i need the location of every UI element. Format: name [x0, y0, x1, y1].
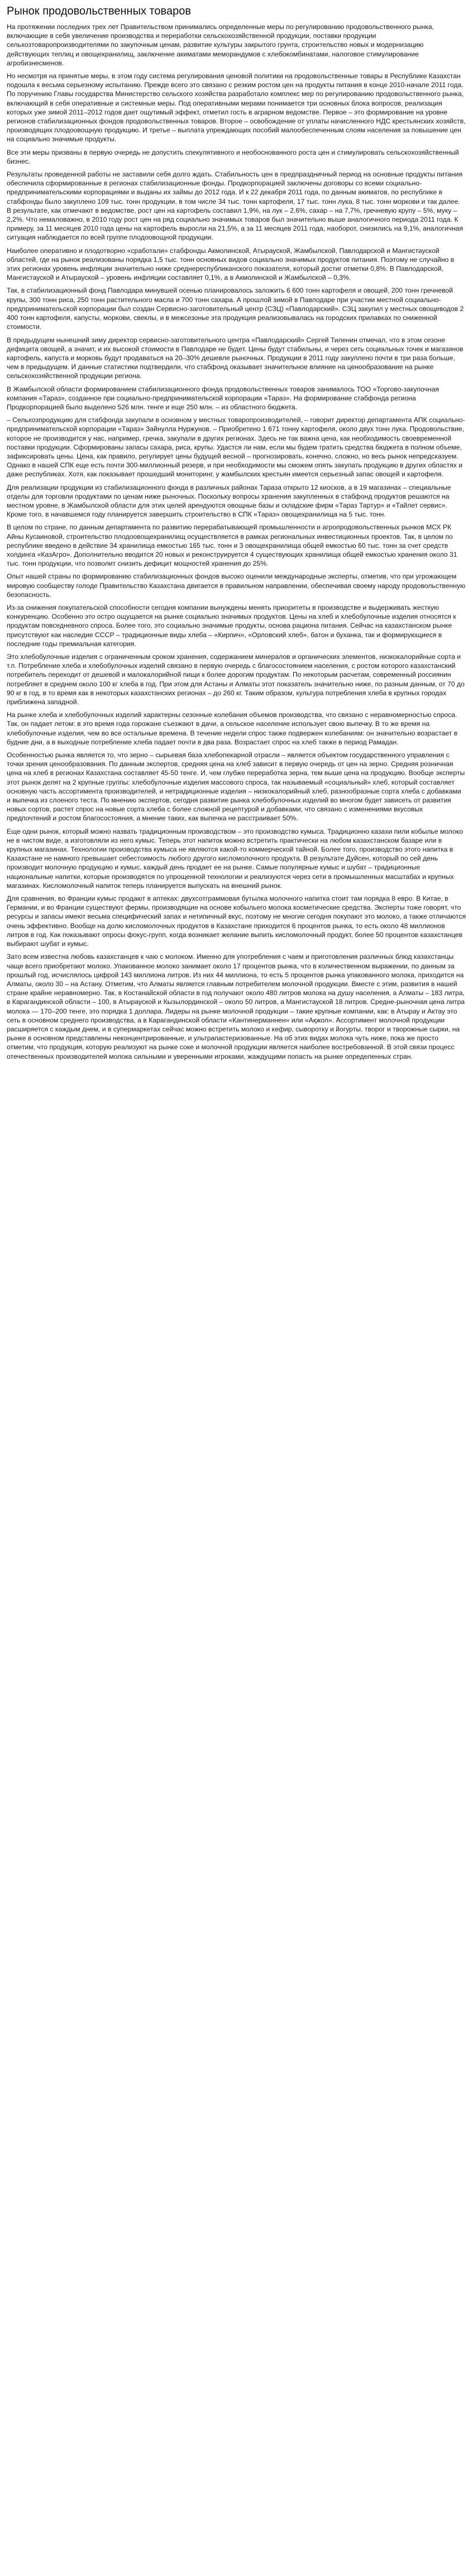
article-paragraph: Результаты проведенной работы не заставили себя долго ждать. Стабильность цен в предпраздничный период на основные продукты питания обеспечила сформированные в регионах стабилизационные фонды. Продкорпорацией заключены договоры со всеми социально-предпринимательскими корпорациями и выданы их займы до 2012 года. И к 22 декабря 2011 года, по данным акиматов, по республике в стабфонды было закуплено 109 тыс. тонн продукции, в том числе 34 тыс. тонн картофеля, 17 тыс. тонн лука, 8 тыс. тонн моркови и так далее. В результате, как отмечают в ведомстве, рост цен на картофель составил 1,9%, на лук – 2,6%, сахар – на 7,7%, гречневую крупу – 5%, муку – 2,2%. Что немаловажно, в 2010 году рост цен на ряд социально значимых товаров был значительно выше аналогичного периода 2011 года. К примеру, за 11 месяцев 2010 года цены на картофель выросли на 21,5%, а за 11 месяцев 2011 года, наоборот, снизились на 9,1%, аналогичная ситуация наблюдается по всей группе плодоовощной продукции.	[7, 170, 464, 242]
article-paragraph: Из-за снижения покупательской способности сегодня компании вынуждены менять приоритеты в производстве и выдерживать жесткую конкуренцию. Особенно это остро ощущается на рынке социально значимых продуктов. Цены на хлеб и хлебобулочные изделия относятся к продуктам повседневного спроса. Более того, это социально значимые продукты, основа рациона питания. Сейчас на казахстанском рынке присутствуют как наследие СССР – традиционные виды хлеба – «Кирпич», «Орловский хлеб», батон и буханка, так и формирующиеся в последние годы премиальная категория.	[7, 603, 456, 648]
article-paragraph: Еще одни рынок, который можно назвать традиционным производством – это производство кумыса. Традиционно казахи пили кобылье молоко не в чистом виде, а изготовляли из него кумыс. Теперь этот напиток можно встретить практически на любом казахстанском базаре или в крупных магазинах. Технологии производства кумыса не являются какой-то коммерческой тайной. Более того, производство этого напитка в Казахстане не намного превышает себестоимость любого другого кисломолочного продукта. В результате Дуйсен, который по сей день производит молочную продукцию и кумыс, каждый день продает ее на рынке. Самые популярные кумыс и шубат – традиционные национальные напитки, которые производятся по упрощенной технологии и реализуются через сети в промышленных масштабах и крупных магазинах. Кисломолочный напиток теперь планируется выпускать на внешний рынок.	[7, 827, 464, 890]
article-paragraph: Все эти меры призваны в первую очередь не допустить спекулятивного и необоснованного роста цен и стимулировать сельскохозяйственный бизнес.	[7, 148, 459, 165]
article-paragraph: Для сравнения, во Франции кумыс продают в аптеках: двухсотграммовая бутылка молочного напитка стоит там порядка 8 евро. В Китае, в Германии, и во Франции существуют фермы, производящие на основе кобыльего молока косметические средства. Эксперты тоже говорят, что ресурсы и запасы имеют весьма специфический запах и нетипичный вкус, поэтому не многие сегодня покупают это молоко, а также отличаются очень эффективно. Вообще на долю кисломолочных продуктов в Казахстане приходится 6 процентов рынка, то есть около 48 миллионов литров в год. Как показывают опросы фокус-групп, когда возникает желание выпить кисломолочный продукт, более 50 процентов казахстанцев выбирают шубат и кумыс.	[7, 895, 466, 948]
article-paragraph: Для реализации продукции из стабилизационного фонда в различных районах Тараза открыто 12 киосков, а в 19 магазинах – специальные отделы для торговли продуктами по ценам ниже рыночных. Поскольку вопросы хранения закупленных в стабфонд продуктов решаются на местном уровне, в Жамбылской области для этих целей арендуются овощные базы и складские фирм «Тараз Тартур» и «Тайлет сервис». Кроме того, в начавшемся году планируется завершить строительство в СПК «Тараз» овощехранилища на 5 тыс. тонн.	[7, 483, 451, 519]
article-paragraph: – Сельхозпродукцию для стабфонда закупали в основном у местных товаропроизводителей, – говорит директор департамента АПК социально-предпринимательской корпорации «Тараз» Зайнулла Нуржунов. – Приобретено 1 671 тонну картофеля, около двух тонн лука. Продовольствие, которое не производится у нас, например, гречка, закупали в других регионах. Здесь не так важна цена, как необходимость своевременной поставки продукции. Сформированы запасы сахара, риса, крупы. Удастся ли нам, если мы будем тратить средства бюджета в полном объеме, зафиксировать цены. Цена, как правило, регулирует цены будущей весной – прогнозировать, конечно, сложно, но весь рынок непредсказуем. Однако в нашей СПК еще есть почти 300-миллионный резерв, и при необходимости мы сможем опять закупать продукцию в других областях и даже республиках. Хотя, как показывает прошедший мониторинг, у жамбылских крестьян имеется серьезный запас овощей и картофеля.	[7, 416, 465, 479]
article-paragraph: На рынке хлеба и хлебобулочных изделий характерны сезонные колебания объемов производства, что связано с неравномерностью спроса. Так, он падает летом: в это время года горожане съезжают в дачи, а сельское население использует свою выпечку. В то же время на хлебобулочные изделия, чем во все остальные времена. В течение недели спрос также подвержен колебаниям: он значительно возрастает в будние дни, а в выходные потребление хлеба падает почти в два раза. Возрастает спрос на хлеб также в период Рамадан.	[7, 711, 458, 746]
article-paragraph: Так, в стабилизационный фонд Павлодара минувшей осенью планировалось заложить 6 600 тонн картофеля и овощей, 200 тонн гречневой крупы, 300 тонн риса, 250 тонн растительного масла и 700 тонн сахара. А прошлой зимой в Павлодаре при участии местной социально-предпринимательской корпорации был создан Сервисно-заготовительный центр (СЗЦ) «Павлодарский». СЗЦ закупил у местных овощеводов 2 400 тонн картофеля, капусты, моркови, свеклы, и в межсезонье эта продукция реализовывалась на городских прилавках по сниженной стоимости.	[7, 286, 464, 331]
article-paragraph: Но несмотря на принятые меры, в этом году система регулирования ценовой политики на продовольственные товары в Республике Казахстан подошла к весьма серьезному испытанию. Прежде всего это связано с резким ростом цен на продукты питания в конце 2010-начале 2011 года. По поручению Главы государства Министерство сельского хозяйства разработало комплекс мер по регулированию продовольственного рынка, включающий в себя оперативные и системные меры. Под оперативными мерами понимается три основных блока вопросов, реализация которых уже зимой 2011–2012 годов дает ощутимый эффект, отметил гость в аграрном ведомстве. Первое – это формирование на уровне регионов стабилизационных фондов продовольственных товаров. Второе – освобождение от уплаты начисленного НДС крестьянских хозяйств, производящих плодоовощную продукцию. И третье – выплата упреждающих пособий малообеспеченным слоям населения за повышение цен на социально значимые продукты.	[7, 72, 466, 144]
article-paragraph: В Жамбылской области формированием стабилизационного фонда продовольственных товаров занималось ТОО «Торгово-закупочная компания «Тараз», созданное при социально-предпринимательской корпорации «Тараз». На формирование стабфонда региона Продкорпорацией было выделено 526 млн. тенге и еще 250 млн. – из областного бюджета.	[7, 385, 439, 411]
article-page	[0, 0, 473, 1061]
article-body	[7, 22, 466, 1061]
article-paragraph: В целом по стране, по данным департамента по развитию перерабатывающей промышленности и агропродовольственных рынков МСХ РК Айны Кусаиновой, строительство плодоовощехранилищ осуществляется в рамках региональных инвестиционных проектов. Так, в целом по республике введено в действие 34 хранилища емкостью 165 тыс. тонн и 3 овощехранилища общей емкостью 60 тыс. тонн за счет средств холдинга «КазАгро». Дополнительно вводится 20 новых и реконструируется 4 существующих хранилища общей емкостью хранения около 31 тыс. тонн продукции, что позволит снизить дефицит мощностей хранения до 25%.	[7, 523, 457, 568]
article-paragraph: Опыт нашей страны по формированию стабилизационных фондов высоко оценили международные эксперты, отметив, что при угрожающем мировую сообществу голоде Правительство Казахстана двигается в правильном направлении, обеспечивая своему народу продовольственную безопасность.	[7, 572, 466, 599]
article-paragraph: На протяжении последних трех лет Правительством принимались определенные меры по регулированию продовольственного рынка, включающие в себя увеличение производства и переработки сельскохозяйственной продукции, поставки продукции сельхозтоваропроизводителями по закупочным ценам, развитие культуры закрытого грунта, строительство новых и модернизацию действующих теплиц и овощехранилищ, заключение акиматами меморандумов с хлебокомбинатами, налоговое стимулирование агробизнесменов.	[7, 23, 434, 67]
article-paragraph: Это хлебобулочные изделия с ограниченным сроком хранения, содержанием минералов и органических элементов, низкокалорийные сорта и т.п. Потребление хлеба и хлебобулочных изделий связано в первую очередь с благосостоянием населения, с ростом которого казахстанский потребитель переходит от дешевой и малокалорийной пищи к более дорогим продуктам. По некоторым расчетам, современный россиянин потребляет в среднем около 100 кг хлеба в год. При этом для Астаны и Алматы этот показатель значительно ниже, по разным данным, от 70 до 90 кг в год, в то время как в некоторых казахстанских регионах – до 260 кг. Таким образом, культура потребления хлеба в крупных городах приближена западной.	[7, 653, 465, 706]
article-paragraph: Наиболее оперативно и плодотворно «сработали» стабфонды Акмолинской, Атырауской, Жамбылской, Павлодарской и Мангистауской областей, где на рынок реализованы порядка 1,5 тыс. тонн основных видов социально значимых продуктов питания. Поэтому не случайно в этих регионах уровень инфляции значительно ниже среднереспубликанского показателя, который достиг отметки 0,8%. В Павлодарской, Мангистауской и Атырауской – уровень инфляции составляет 0,1%, а в Акмолинской и Жамбылской – 0,3%.	[7, 246, 455, 282]
article-title: Рынок продовольственных товаров	[7, 5, 191, 17]
article-paragraph: В предыдущем нынешний зиму директор сервисно-заготовительного центра «Павлодарский» Сергей Тиленин отмечал, что в этом сезоне дефицита овощей, а значит, и их высокой стоимости в Павлодаре не будет. Цены будут стабильны, и через сеть социальных точек и магазинов картофель, капуста и морковь будут продаваться на 20–30% дешевле рыночных. Продукции в 2011 году закуплено почти в три раза больше, чем в предыдущем. И данные статистики подтвердили, что стабфонд оказывает значительное влияние на ценообразование на рынке сельскохозяйственной продукции региона.	[7, 336, 464, 380]
article-paragraph: Зато всем известна любовь казахстанцев к чаю с молоком. Именно для употребления с чаем и приготовления различных блюд казахстанцы чаще всего приобретают молоко. Упакованное молоко занимает около 17 процентов рынка, что в количественном выражении, по данным за прошлый год, исчислялось цифрой 143 миллиона литров. Из них 44 миллиона, то есть 5 процентов рынка упакованного молока, приходится на Алматы, около 30 – на Астану. Отметим, что Алматы является главным потребителем молочной продукции. Вместе с этим, развития в нашей стране крайне неравномерно. Так, в Костанайской области в год получают около 480 литров молока на душу населения, а Алматы – 183 литра, в Карагандинской области – 100, в Атырауской и Кызылординской – около 50 литров, а Мангистауской 18 литров. Средне-рыночная цена литра молока — 170–200 тенге, это порядка 1 доллара. Лидеры на рынке молочной продукции – такие крупные компании, как: в Атырау и Актау это сеть в основном среднего производства, а в Карагандинской области «Кантинерманнен» или «Ақжол». Ассортимент молочной продукции расширяется с каждым днем, и в супермаркетах сейчас можно встретить молоко и кефир, сыворотку и йогурты, творог и творожные сырки, на рынке в основном представлены неконцентрированные, и ультрапастеризованные. На об этих видах молока чуть ниже, пока же просто отметим, что продукция, которую реализуют на рынке соке и молочной продукции является наиболее востребованной. В этой связи процесс отечественных производителей молока сильными и уверенными игроками, жаждущими попасть на рынке определенных стран.	[7, 953, 465, 1060]
article-paragraph: Особенностью рынка является то, что зерно – сырьевая база хлебопекарной отрасли – является объектом государственного управления с точки зрения ценообразования. По данным экспертов, средняя цена на хлеб зависит в первую очередь от цен на зерно. Средняя розничная цена на хлеб в регионах Казахстана составляет 45-50 тенге. И, чем глубже переработка зерна, тем выше цена на продукцию. Вообще эксперты этот рынок делят на 2 крупные группы: хлебобулочные изделия массового спроса, так называемый «социальный» хлеб, который составляет основную часть ассортимента производителей, и нетрадиционные изделия – низкокалорийный хлеб, разнообразные сорта хлеба с добавками и выпечка из слоеного теста. По мнению экспертов, сегодня развитие рынка хлебобулочных изделий во многом будет зависеть от развития новых сортов, растет спрос на новые сорта хлеба с более сложной рецептурой и добавками, что связано с изменениями вкусовых предпочтений и ростом благосостояния, а мнение таких, как выпечка не расстраивает 50%.	[7, 751, 465, 823]
